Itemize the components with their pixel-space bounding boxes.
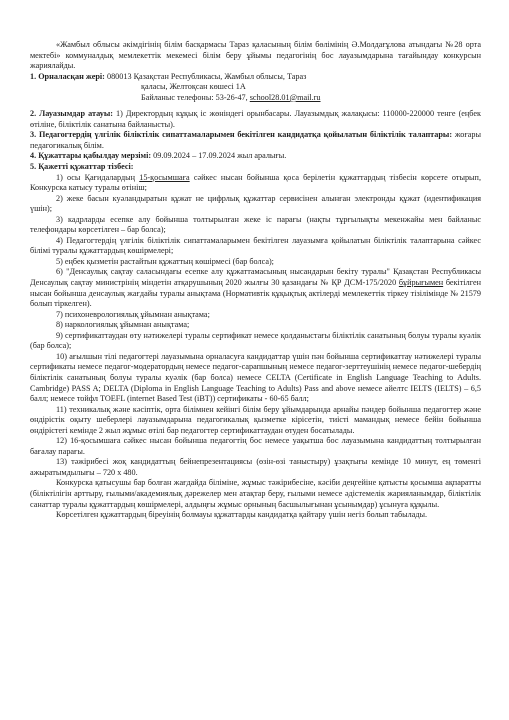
doc-item-1-text-b: сәйкес нысан бойынша қоса берілетін құжаттардың тізбесін көрсете отырып, Конкурска катысу туралы өтініш;: [30, 172, 481, 193]
doc-item-12: 12) 16-қосымшаға сәйкес нысан бойынша педагогтің бос немесе уақытша бос лауазымына кандидаттың толтырылған бағалау парағы.: [30, 436, 481, 456]
doc-item-6-text-a: 6) "Денсаулық сақтау саласындағы есепке алу құжаттамасының нысандарын бекіту туралы" Қазақстан Республикасы Денсаулық сақтау министрінің міндетін атқарушының 2020 жылғы 30 қазандағы № ҚР ДСМ-175/2020: [30, 267, 481, 288]
requirements-text: жоғары педагогикалық білім.: [30, 130, 481, 150]
section-deadline: [30, 151, 481, 162]
location-line1: 080013 Қазақстан Республикасы, Жамбыл облысы, Тараз: [104, 71, 307, 81]
deadline-text: 09.09.2024 – 17.09.2024 жыл аралығы.: [151, 151, 287, 161]
doc-item-10: 10) ағылшын тілі педагогтері лауазымына орналасуға кандидаттар үшін пән бойынша сертификаттау нәтижелері туралы сертификаты немесе педагог-модератордың немесе педагог-сарапшының немесе педагог-зерттеушінің немесе педагог-шебердің біліктілік санатының болуы туралы куәлік (бар болса) немесе CELTA (Certificate in English Language Teaching to Adults. Cambridge) PASS A; DELTA (Diploma in English Language Teaching to Adults) Pass and above немесе айелтс IELTS (IELTS) – 6,5 балл; немесе тойфл TOEFL (internet Based Test (iBT)) сертификаты - 60-65 балл;: [30, 351, 481, 404]
closing-paragraph-2: Көрсетілген құжаттардың біреуінің болмауы құжаттарды кандидатқа қайтару үшін негіз болып табылады.: [56, 510, 428, 520]
closing-paragraph-1: Конкурска қатысушы бар болған жағдайда біліміне, жұмыс тәжірибесіне, кәсіби деңгейіне қатысты қосымша ақпаратты (біліктілігін арттыру, ғылыми/академиялық дәрежелер мен атақтар беру, ғылыми немесе әдістемелік жарияланымдар, біліктілік санаттар туралы құжаттардың көшірмелері, алдыңғы жұмыс орнының басшылығынан ұсынымдар) ұсынуға құқылы.: [30, 478, 481, 509]
order-link[interactable]: бұйрығымен: [398, 278, 444, 288]
doc-item-11: 11) техникалық және кәсіптік, орта білімнен кейінгі білім беру ұйымдарында арнайы пәндер бойынша педагогтер және өндірістік оқыту шеберлері лауазымдарына педагогикалық қызметке кірісетін, тиісті мамандық немесе бейін бойынша өндірістегі кемінде 2 жыл жұмыс өтілі бар педагогтер сертификаттаудан өтуден босатылады.: [30, 404, 481, 435]
doc-item-5: 5) еңбек қызметін растайтын құжаттың көшірмесі (бар болса);: [56, 256, 274, 266]
positions-label: 2. Лауазымдар атауы:: [30, 109, 113, 119]
doc-item-13: 13) тәжірибесі жоқ кандидаттың бейнепрезентациясы (өзін-өзі таныстыру) ұзақтығы кемінде 10 минут, ең төменгі ажыратымдылығы – 720 x 480.: [30, 457, 481, 477]
appendix-15-link[interactable]: 15-қосымшаға: [139, 172, 190, 182]
section-positions: [30, 109, 481, 130]
doc-item-6: [30, 267, 481, 309]
deadline-label: 4. Құжаттары қабылдау мерзімі:: [30, 151, 152, 161]
doc-item-8: 8) наркологиялық ұйымнан анықтама;: [56, 320, 190, 330]
intro-paragraph: «Жамбыл облысы әкімдігінің білім басқармасы Тараз қаласының білім бөлімінің Ә.Молдағұлова атындағы №28 орта мектебі» коммуналдық мемлекеттік мекемесі білім беру ұйымы педагогінің бос лауазымдарына тағайындау конкурсын жариялайды.: [30, 40, 481, 71]
contact-email-link[interactable]: school28.01@mail.ru: [249, 92, 321, 102]
section-requirements: [30, 130, 481, 151]
doc-item-9: 9) сертификаттаудан өту нәтижелері туралы сертификат немесе қолданыстағы біліктілік санатының болуы туралы куәлік (бар болса);: [30, 330, 481, 351]
section-location: [30, 72, 481, 83]
doc-item-7: 7) психоневрологиялық ұйымнан анықтама;: [56, 309, 210, 319]
contact-line: [30, 93, 481, 104]
doc-item-4: 4) Педагогтердің үлгілік біліктілік сипаттамаларымен бекітілген лауазымға қойылатын біліктілік талаптарына сәйкес білімі туралы құжаттардың көшірмелері;: [30, 235, 481, 256]
contact-phone: Байланыс телефоны: 53-26-47,: [141, 92, 250, 102]
location-line2: қаласы, Желтоқсан көшесі 1А: [141, 82, 246, 92]
doc-item-6-text-b: бекітілген нысан бойынша денсаулық жағдайы туралы анықтама (Нормативтік құқықтық актілерді мемлекеттік тіркеу тізілімінде № 21579 болып тіркелген).: [30, 278, 481, 309]
doc-item-1: [30, 173, 481, 194]
doc-item-3: 3) кадрларды есепке алу бойынша толтырылған жеке іс парағы (нақты тұрғылықты мекенжайы мен байланыс телефондары көрсетілген – бар болса);: [30, 214, 481, 235]
documents-heading: 5. Қажетті құжаттар тізбесі:: [30, 162, 134, 172]
requirements-label: 3. Педагогтердің үлгілік біліктілік сипаттамаларымен бекітілген кандидатқа қойылатын біліктілік талаптары:: [30, 130, 453, 140]
doc-item-1-text-a: 1) осы Қағидалардың: [56, 172, 140, 182]
location-label: 1. Орналасқан жері:: [30, 71, 105, 81]
doc-item-2: 2) жеке басын куәландыратын құжат не цифрлық құжаттар сервисінен алынған электронды құжат (идентификация үшін);: [30, 193, 481, 214]
positions-text: 1) Директордың кұқық іс жөніндегі орынбасары. Лауазымдық жалақысы: 110000-220000 тенге (еңбек өтіліне, біліктілік санатына байланысты).: [30, 109, 481, 129]
